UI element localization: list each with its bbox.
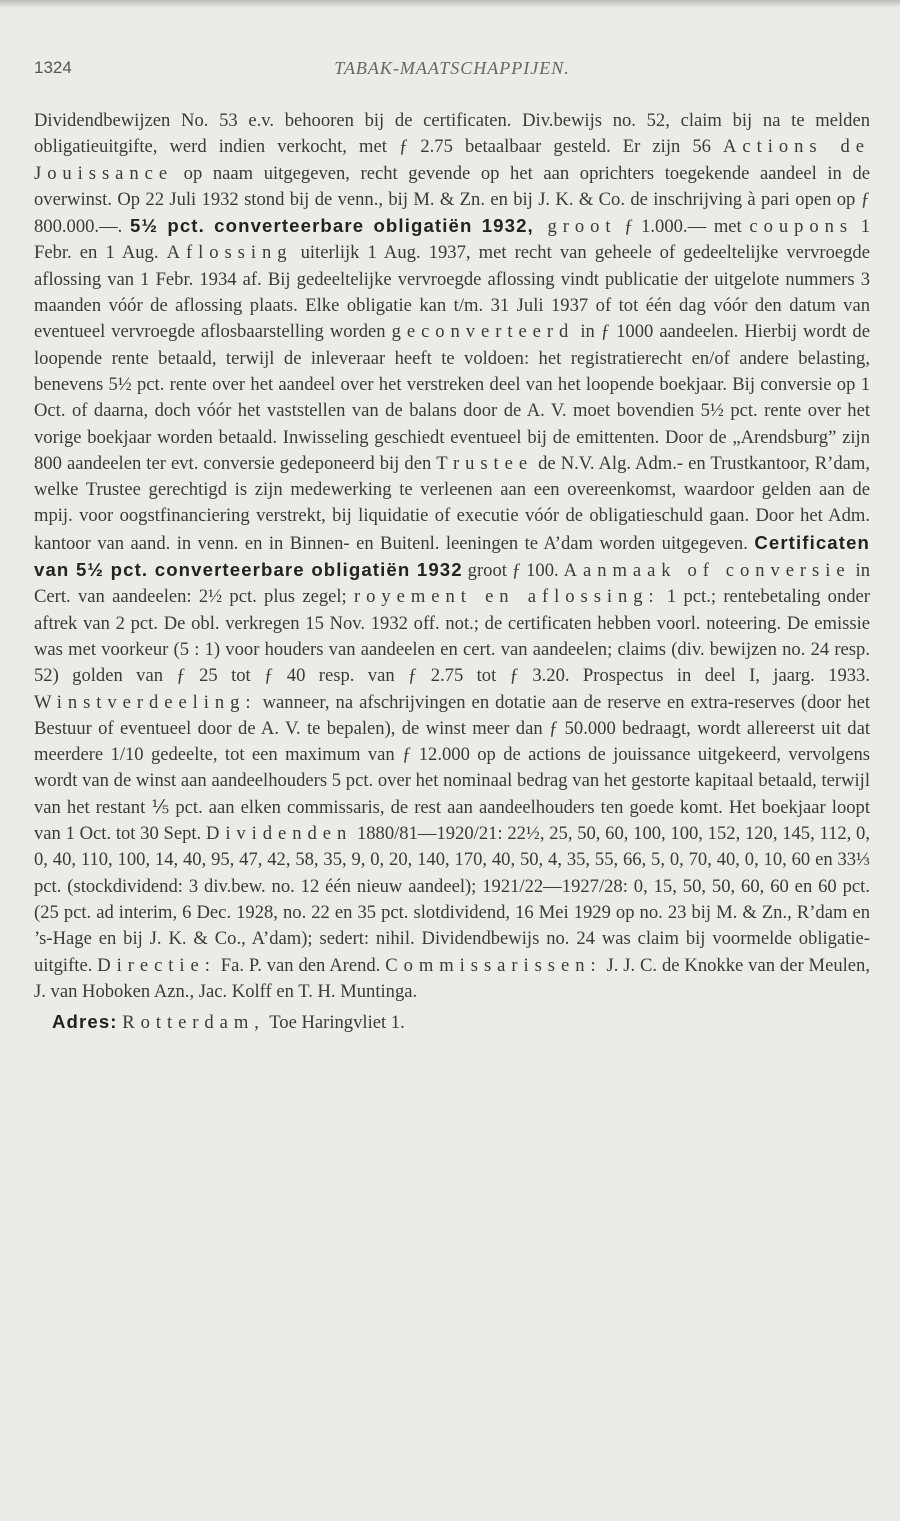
address-label: Adres: — [52, 1011, 118, 1033]
text-run: groot ƒ 100. — [462, 560, 564, 582]
text-run: Dividendbewijzen No. 53 e.v. behooren bij de certificaten. Div.bewijs no. 52, claim bij na te melden obligatieuitgifte, werd indien verkocht, met ƒ 2.75 betaalbaar gesteld. Er zijn 56 — [34, 110, 870, 158]
spaced-term: royement en aflossing: — [354, 586, 660, 608]
body-text — [34, 108, 870, 1005]
spaced-term: Commissarissen: — [385, 954, 602, 976]
spaced-term: Aflossing — [166, 242, 293, 264]
running-title: TABAK-MAATSCHAPPIJEN. — [334, 58, 570, 78]
company-paragraph — [34, 108, 870, 1005]
spaced-term: Directie: — [97, 954, 216, 976]
text-run: Fa. P. van den Arend. — [215, 954, 386, 976]
text-run: ƒ 1.000.— met — [616, 216, 750, 238]
bold-heading: Certificaten van 5½ pct. converteerbare obligatiën 1932 — [34, 531, 870, 581]
text-run: 1880/81—1920/21: 22½, 25, 50, 60, 100, 100, 152, 120, 145, 112, 0, 0, 40, 110, 100, 14, 40, 95, 47, 42, 58, 35, 9, 0, 20, 140, 170, 40, 50, 4, 35, 55, 66, 5, 0, 70, 40, 0, 10, 60 en 33⅓ pct. (stockdividend: 3 div.bew. no. 12 één nieuw aandeel); 1921/22—1927/28: 0, 15, 50, 50, 60, 60 en 60 pct. (25 pct. ad interim, 6 Dec. 1928, no. 22 en 35 pct. slotdividend, 16 Mei 1929 op no. 23 bij M. & Zn., R’dam en ’s-Hage en bij J. K. & Co., A’dam); sedert: nihil. Dividendbewijs no. 24 was claim bij voormelde obligatie-uitgifte. — [34, 823, 870, 976]
text-run: in ƒ 1000 aandeelen. Hierbij wordt de loopende rente betaald, terwijl de inleveraar heeft te voldoen: het registratierecht en/of andere belasting, benevens 5½ pct. rente over het aandeel over het verstreken deel van het loopende boekjaar. Bij conversie op 1 Oct. of daarna, doch vóór het vaststellen van de balans door de A. V. moet bovendien 5½ pct. rente over het vorige boekjaar worden betaald. Inwisseling geschiedt eventueel bij de emittenten. Door de „Arendsburg” zijn 800 aandeelen ter evt. conversie gedeponeerd bij den — [34, 321, 870, 474]
spaced-term: Actions de Jouissance — [34, 136, 870, 184]
spaced-term: coupons — [749, 216, 854, 238]
page-number: 1324 — [34, 58, 72, 77]
text-run: 1 Febr. en 1 Aug. — [34, 216, 870, 264]
text-run: op naam uitgegeven, recht gevende op het aan oprichters toegekende aandeel in de overwinst. Op 22 Juli 1932 stond bij de venn., bij M. & Zn. en bij J. K. & Co. de inschrijving à pari open op ƒ 800.000.—. — [34, 162, 870, 238]
address-city: Rotterdam, — [122, 1012, 265, 1034]
spaced-term: geconverteerd — [391, 321, 575, 343]
document-page — [34, 58, 870, 1036]
spaced-term: Trustee — [436, 452, 534, 474]
text-run: 1 pct.; rentebetaling onder aftrek van 2 pct. De obl. verkregen 15 Nov. 1932 off. not.; de certificaten hebben voorl. noteering. De emissie was met voorkeur (5 : 1) voor houders van aandeelen en cert. van aandeelen; claims (div. bewijzen no. 24 resp. 52) golden van ƒ 25 tot ƒ 40 resp. van ƒ 2.75 tot ƒ 3.20. Prospectus in deel I, jaarg. 1933. — [34, 586, 871, 687]
address-street: Toe Haringvliet 1. — [264, 1012, 405, 1034]
spaced-term: Dividenden — [205, 823, 353, 845]
spaced-term: groot — [533, 216, 617, 238]
address-line — [34, 1009, 870, 1036]
spaced-term: Winstverdeeling: — [34, 691, 257, 713]
spaced-term: Aanmaak of conversie — [563, 560, 851, 582]
text-run: wanneer, na afschrijvingen en dotatie aan de reserve en extra-reserves (door het Bestuur of eventueel door de A. V. te bepalen), de winst meer dan ƒ 50.000 bedraagt, wordt allereerst uit dat meerdere 1/10 gedeelte, tot een maximum van ƒ 12.000 op de actions de jouissance uitgekeerd, vervolgens wordt van de winst aan aandeelhouders 5 pct. over het nominaal bedrag van het gestorte kapitaal betaald, terwijl van het restant ⅕ pct. aan elken commissaris, de rest aan aandeelhouders ten goede komt. Het boekjaar loopt van 1 Oct. tot 30 Sept. — [34, 691, 870, 845]
bold-heading: 5½ pct. converteerbare obligatiën 1932, — [129, 215, 534, 237]
page-header — [34, 58, 870, 92]
text-run: de N.V. Alg. Adm.- en Trustkantoor, R’dam, welke Trustee gerechtigd is zijn medewerking te verleenen aan een overeenkomst, waardoor gelden aan de mpij. voor oogstfinanciering verstrekt, bij liquidatie of executie vóór de obligatieschuld gaan. Door het Adm. kantoor van aand. in venn. en in Binnen- en Buitenl. leeningen te A’dam worden uitgegeven. — [34, 452, 870, 554]
scan-top-edge — [0, 0, 900, 8]
text-run: J. J. C. de Knokke van der Meulen, J. van Hoboken Azn., Jac. Kolff en T. H. Muntinga. — [34, 954, 871, 1002]
text-run: in Cert. van aandeelen: 2½ pct. plus zegel; — [34, 560, 870, 608]
text-run: uiterlijk 1 Aug. 1937, met recht van geheele of gedeeltelijke vervroegde aflossing van 1 Febr. 1934 af. Bij gedeeltelijke vervroegde aflossing vindt publicatie der uitgelote nummers 3 maanden vóór de aflossing plaats. Elke obligatie kan t/m. 31 Juli 1937 of tot één dag vóór den datum van eventueel vervroegde aflosbaarstelling worden — [34, 242, 870, 343]
